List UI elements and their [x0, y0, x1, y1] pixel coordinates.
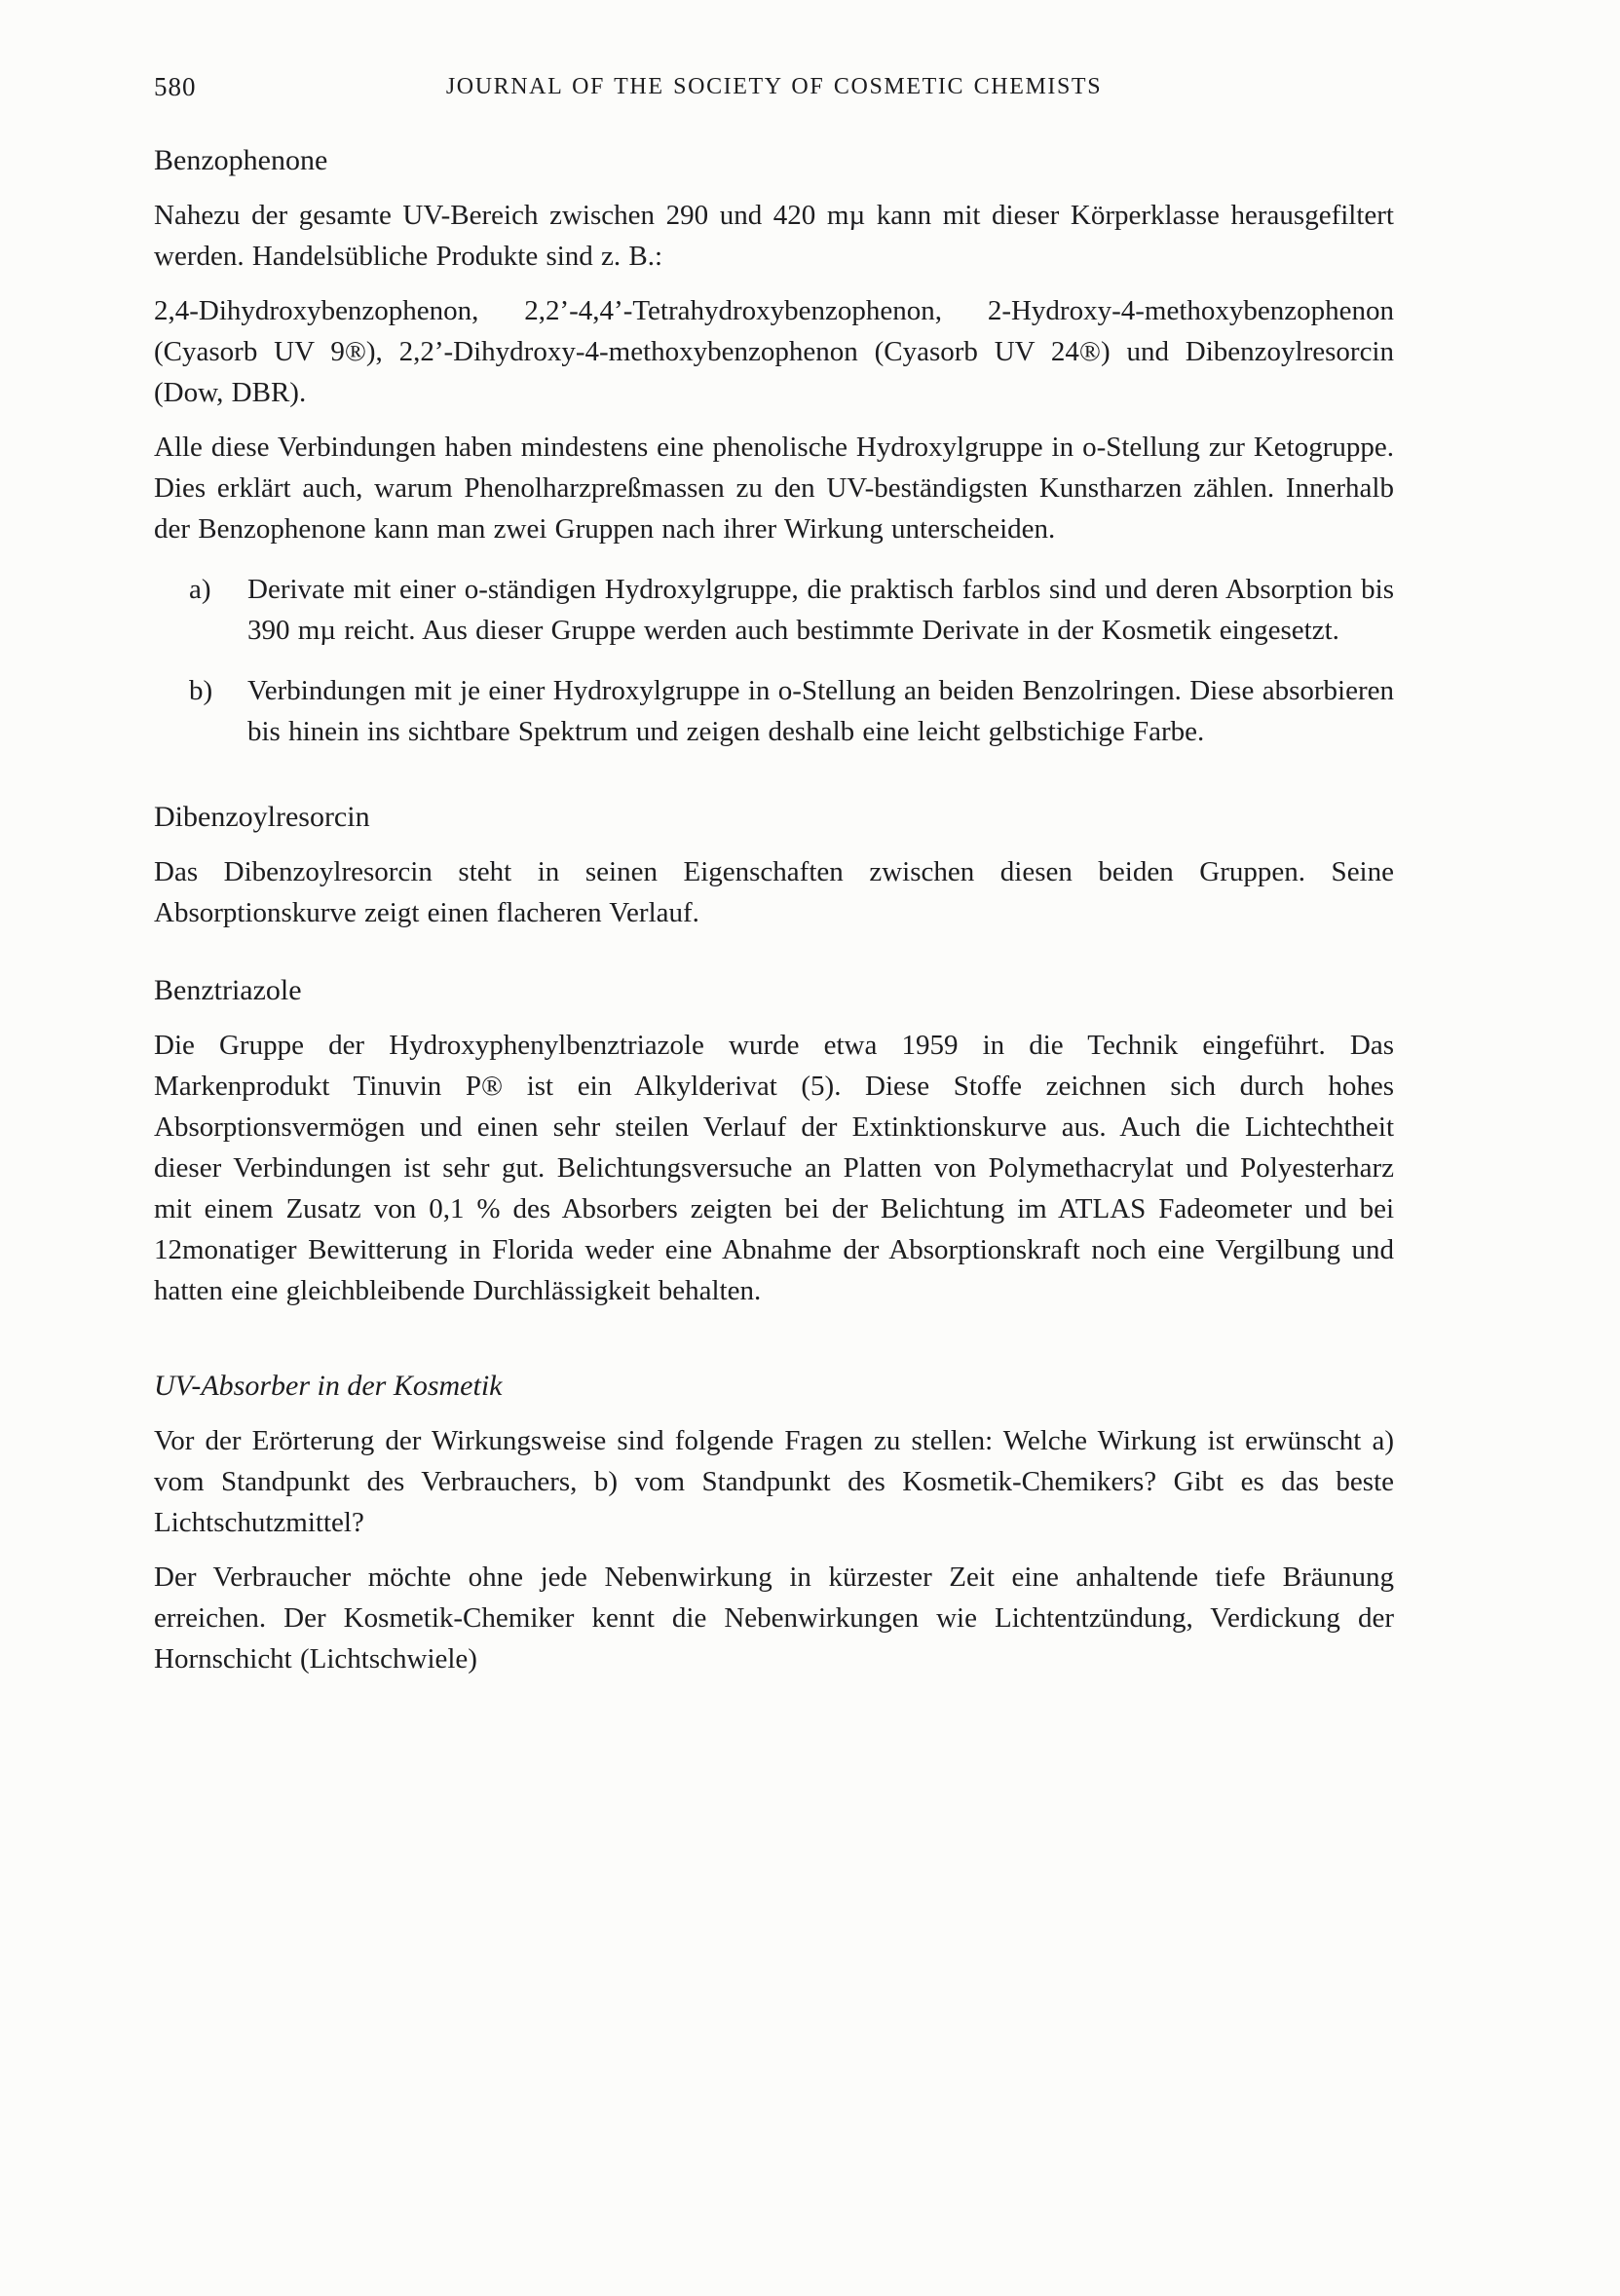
paragraph-benztriazole-1: Die Gruppe der Hydroxyphenylbenztriazole wurde etwa 1959 in die Technik eingeführt. Das Markenprodukt Tinuvin P® ist ein Alkylderivat (5). Diese Stoffe zeichnen sich durch hohes Absorptionsvermögen und einen sehr steilen Verlauf der Extinktionskurve aus. Auch die Lichtechtheit dieser Verbindungen ist sehr gut. Belichtungsversuche an Platten von Polymethacrylat und Polyesterharz mit einem Zusatz von 0,1 % des Absorbers zeigten bei der Belichtung im ATLAS Fadeometer und bei 12monatiger Bewitterung in Florida weder eine Abnahme der Absorptionskraft noch eine Vergilbung und hatten eine gleichbleibende Durchlässigkeit behalten.: [154, 1030, 1394, 1306]
paragraph-benzophenone-2: 2,4-Dihydroxybenzophenon, 2,2’-4,4’-Tetrahydroxybenzophenon, 2-Hydroxy-4-methoxybenzophenon (Cyasorb UV 9®), 2,2’-Dihydroxy-4-methoxybenzophenon (Cyasorb UV 24®) und Dibenzoylresorcin (Dow, DBR).: [154, 295, 1394, 408]
paragraph-uv-absorber-1: Vor der Erörterung der Wirkungsweise sind folgende Fragen zu stellen: Welche Wirkung ist erwünscht a) vom Standpunkt des Verbrauchers, b) vom Standpunkt des Kosmetik-Chemikers? Gibt es das beste Lichtschutzmittel?: [154, 1425, 1394, 1538]
list-item-b: [154, 670, 1394, 752]
paragraph-dibenzoylresorcin-1: Das Dibenzoylresorcin steht in seinen Eigenschaften zwischen diesen beiden Gruppen. Seine Absorptionskurve zeigt einen flacheren Verlauf.: [154, 856, 1394, 928]
paragraph-benzophenone-1: Nahezu der gesamte UV-Bereich zwischen 290 und 420 mµ kann mit dieser Körperklasse herausgefiltert werden. Handelsübliche Produkte sind z. B.:: [154, 200, 1394, 272]
paragraph-benzophenone-3: Alle diese Verbindungen haben mindestens eine phenolische Hydroxylgruppe in o-Stellung zur Ketogruppe. Dies erklärt auch, warum Phenolharzpreßmassen zu den UV-beständigsten Kunstharzen zählen. Innerhalb der Benzophenone kann man zwei Gruppen nach ihrer Wirkung unterscheiden.: [154, 432, 1394, 545]
section-heading-uv-absorber: UV-Absorber in der Kosmetik: [154, 1370, 503, 1402]
running-head: [154, 70, 1394, 107]
section-heading-dibenzoylresorcin: Dibenzoylresorcin: [154, 801, 370, 833]
list-item-a: [154, 569, 1394, 651]
list-item-b-text: Verbindungen mit je einer Hydroxylgruppe in o-Stellung an beiden Benzolringen. Diese absorbieren bis hinein ins sichtbare Spektrum und zeigen deshalb eine leicht gelbstichige Farbe.: [247, 675, 1394, 747]
section-heading-benztriazole: Benztriazole: [154, 974, 302, 1006]
list-item-a-label: a): [189, 574, 211, 605]
list-item-b-label: b): [189, 675, 213, 706]
list-item-a-text: Derivate mit einer o-ständigen Hydroxylgruppe, die praktisch farblos sind und deren Absorption bis 390 mµ reicht. Aus dieser Gruppe werden auch bestimmte Derivate in der Kosmetik eingesetzt.: [247, 574, 1394, 646]
paragraph-uv-absorber-2: Der Verbraucher möchte ohne jede Nebenwirkung in kürzester Zeit eine anhaltende tiefe Bräunung erreichen. Der Kosmetik-Chemiker kennt die Nebenwirkungen wie Lichtentzündung, Verdickung der Hornschicht (Lichtschwiele): [154, 1562, 1394, 1675]
journal-title: JOURNAL OF THE SOCIETY OF COSMETIC CHEMISTS: [445, 74, 1103, 99]
page-number: 580: [154, 72, 197, 101]
section-heading-benzophenone: Benzophenone: [154, 144, 328, 176]
